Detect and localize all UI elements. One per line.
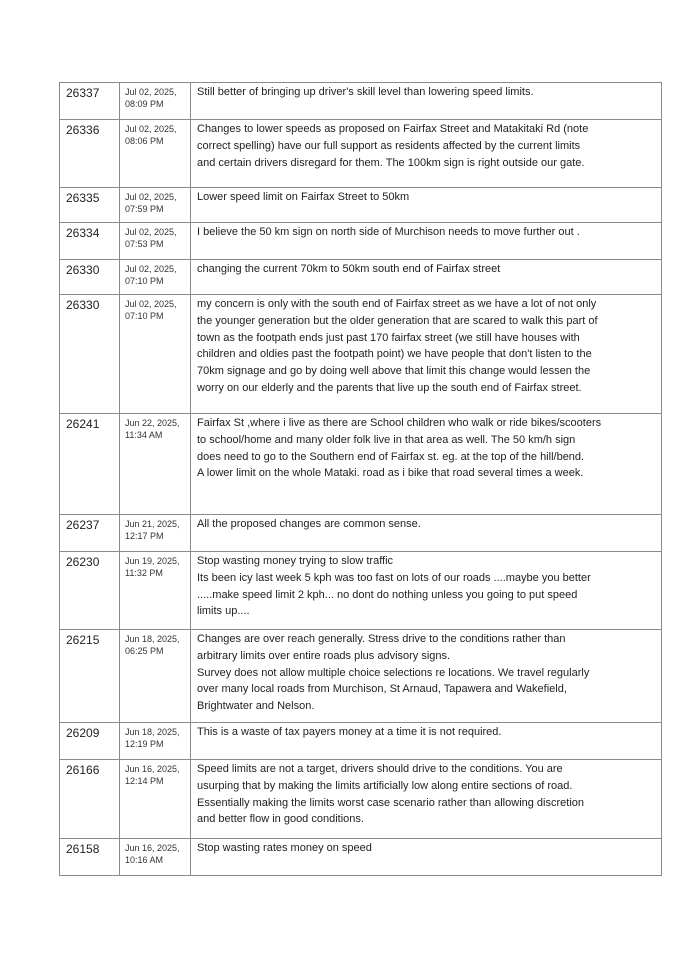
comment-timestamp — [120, 120, 191, 188]
comment-line: does need to go to the Southern end of Fairfax st. eg. at the top of the hill/bend. — [197, 450, 585, 463]
comment-line: Its been icy last week 5 kph was too fast on lots of our roads ....maybe you better — [197, 571, 591, 584]
comment-line: correct spelling) have our full support as residents affected by the current limits — [197, 139, 581, 152]
table-row — [60, 630, 662, 723]
comment-time: 10:16 AM — [125, 855, 164, 865]
comment-text — [191, 414, 662, 515]
comment-text — [191, 120, 662, 188]
table-row — [60, 839, 662, 876]
comment-line: Speed limits are not a target, drivers should drive to the conditions. You are — [197, 763, 563, 775]
comment-date: Jun 18, 2025, — [125, 727, 180, 737]
comment-line: This is a waste of tax payers money at a time it is not required. — [197, 726, 502, 738]
comment-date: Jun 16, 2025, — [125, 843, 180, 853]
comment-timestamp — [120, 83, 191, 120]
comment-timestamp — [120, 839, 191, 876]
comment-id: 26237 — [60, 515, 120, 552]
table-row — [60, 223, 662, 260]
comment-timestamp — [120, 760, 191, 839]
comment-text — [191, 83, 662, 120]
comment-time: 08:09 PM — [125, 99, 164, 109]
comment-date: Jul 02, 2025, — [125, 227, 177, 237]
comment-date: Jul 02, 2025, — [125, 264, 177, 274]
comment-line: to school/home and many older folk live in that area as well. The 50 km/h sign — [197, 433, 576, 446]
comment-id: 26166 — [60, 760, 120, 839]
comment-id: 26330 — [60, 260, 120, 295]
table-row — [60, 260, 662, 295]
comment-time: 07:10 PM — [125, 276, 164, 286]
comment-time: 11:34 AM — [125, 430, 163, 440]
comment-id: 26230 — [60, 552, 120, 630]
comment-line: usurping that by making the limits artificially low along entire sections of road. — [197, 779, 573, 792]
comment-date: Jun 16, 2025, — [125, 764, 180, 774]
comments-table-body — [60, 83, 662, 876]
comment-date: Jun 19, 2025, — [125, 556, 180, 566]
comment-line: arbitrary limits over entire roads plus advisory signs. — [197, 649, 451, 662]
comment-date: Jul 02, 2025, — [125, 124, 177, 134]
comment-line: Fairfax St ,where i live as there are School children who walk or ride bikes/scooters — [197, 417, 602, 429]
comment-line: Survey does not allow multiple choice selections re locations. We travel regularly — [197, 666, 590, 679]
comment-id: 26335 — [60, 188, 120, 223]
comment-line: 70km signage and go by doing well above that limit this change would lessen the — [197, 365, 591, 378]
comment-line: limits up.... — [197, 605, 250, 618]
comment-timestamp — [120, 723, 191, 760]
comment-line: worry on our elderly and the parents that live up the south end of Fairfax street. — [197, 381, 582, 394]
comment-line: over many local roads from Murchison, St Arnaud, Tapawera and Wakefield, — [197, 683, 567, 696]
comment-timestamp — [120, 223, 191, 260]
comment-timestamp — [120, 188, 191, 223]
comment-line: Essentially making the limits worst case scenario rather than allowing discretion — [197, 796, 585, 809]
comment-id: 26334 — [60, 223, 120, 260]
table-row — [60, 295, 662, 414]
comment-time: 11:32 PM — [125, 568, 163, 578]
comment-line: .....make speed limit 2 kph... no dont do nothing unless you going to put speed — [197, 588, 578, 601]
comment-text — [191, 760, 662, 839]
comment-line: Stop wasting rates money on speed — [197, 842, 372, 854]
comments-table — [59, 82, 662, 876]
comment-line: my concern is only with the south end of Fairfax street as we have a lot of not only — [197, 298, 597, 310]
comment-line: Changes to lower speeds as proposed on Fairfax Street and Matakitaki Rd (note — [197, 123, 589, 135]
table-row — [60, 414, 662, 515]
comment-date: Jul 02, 2025, — [125, 192, 177, 202]
comment-line: All the proposed changes are common sense. — [197, 518, 421, 530]
comment-timestamp — [120, 295, 191, 414]
comment-line: and better flow in good conditions. — [197, 813, 364, 826]
comment-id: 26158 — [60, 839, 120, 876]
comment-id: 26241 — [60, 414, 120, 515]
comment-id: 26215 — [60, 630, 120, 723]
comment-time: 12:14 PM — [125, 776, 164, 786]
comment-text — [191, 552, 662, 630]
table-row — [60, 120, 662, 188]
comment-text — [191, 515, 662, 552]
comment-id: 26209 — [60, 723, 120, 760]
comment-id: 26337 — [60, 83, 120, 120]
table-row — [60, 83, 662, 120]
comment-line: Brightwater and Nelson. — [197, 700, 315, 713]
comment-date: Jun 18, 2025, — [125, 634, 180, 644]
table-row — [60, 760, 662, 839]
table-row — [60, 515, 662, 552]
comment-date: Jun 21, 2025, — [125, 519, 180, 529]
comment-line: Changes are over reach generally. Stress drive to the conditions rather than — [197, 633, 566, 645]
table-row — [60, 552, 662, 630]
comment-text — [191, 630, 662, 723]
comment-line: and certain drivers disregard for them. The 100km sign is right outside our gate. — [197, 156, 585, 169]
comment-time: 12:19 PM — [125, 739, 164, 749]
comment-text — [191, 839, 662, 876]
table-row — [60, 723, 662, 760]
comment-line: A lower limit on the whole Mataki. road as i bike that road several times a week. — [197, 467, 584, 480]
comment-line: town as the footpath ends just past 170 fairfax street (we still have houses with — [197, 331, 580, 344]
comment-timestamp — [120, 515, 191, 552]
comment-time: 12:17 PM — [125, 531, 164, 541]
comment-text — [191, 188, 662, 223]
comment-line: I believe the 50 km sign on north side of Murchison needs to move further out . — [197, 226, 580, 238]
comment-id: 26336 — [60, 120, 120, 188]
comment-date: Jul 02, 2025, — [125, 87, 177, 97]
comment-line: Stop wasting money trying to slow traffic — [197, 555, 394, 567]
comment-date: Jul 02, 2025, — [125, 299, 177, 309]
comment-text — [191, 723, 662, 760]
comment-time: 07:59 PM — [125, 204, 164, 214]
comment-line: Lower speed limit on Fairfax Street to 50km — [197, 191, 410, 203]
table-row — [60, 188, 662, 223]
comment-timestamp — [120, 552, 191, 630]
comment-line: changing the current 70km to 50km south end of Fairfax street — [197, 263, 501, 275]
comment-line: the younger generation but the older generation that are scared to walk this part of — [197, 314, 598, 327]
comment-timestamp — [120, 630, 191, 723]
comment-time: 08:06 PM — [125, 136, 164, 146]
comment-date: Jun 22, 2025, — [125, 418, 180, 428]
comment-text — [191, 223, 662, 260]
comment-timestamp — [120, 414, 191, 515]
comment-line: Still better of bringing up driver's skill level than lowering speed limits. — [197, 86, 534, 98]
comment-text — [191, 260, 662, 295]
comment-time: 07:53 PM — [125, 239, 164, 249]
comment-id: 26330 — [60, 295, 120, 414]
comment-time: 07:10 PM — [125, 311, 164, 321]
comment-time: 06:25 PM — [125, 646, 164, 656]
comment-timestamp — [120, 260, 191, 295]
comment-text — [191, 295, 662, 414]
comment-line: children and oldies past the footpath point) we have people that don't listen to the — [197, 348, 592, 361]
